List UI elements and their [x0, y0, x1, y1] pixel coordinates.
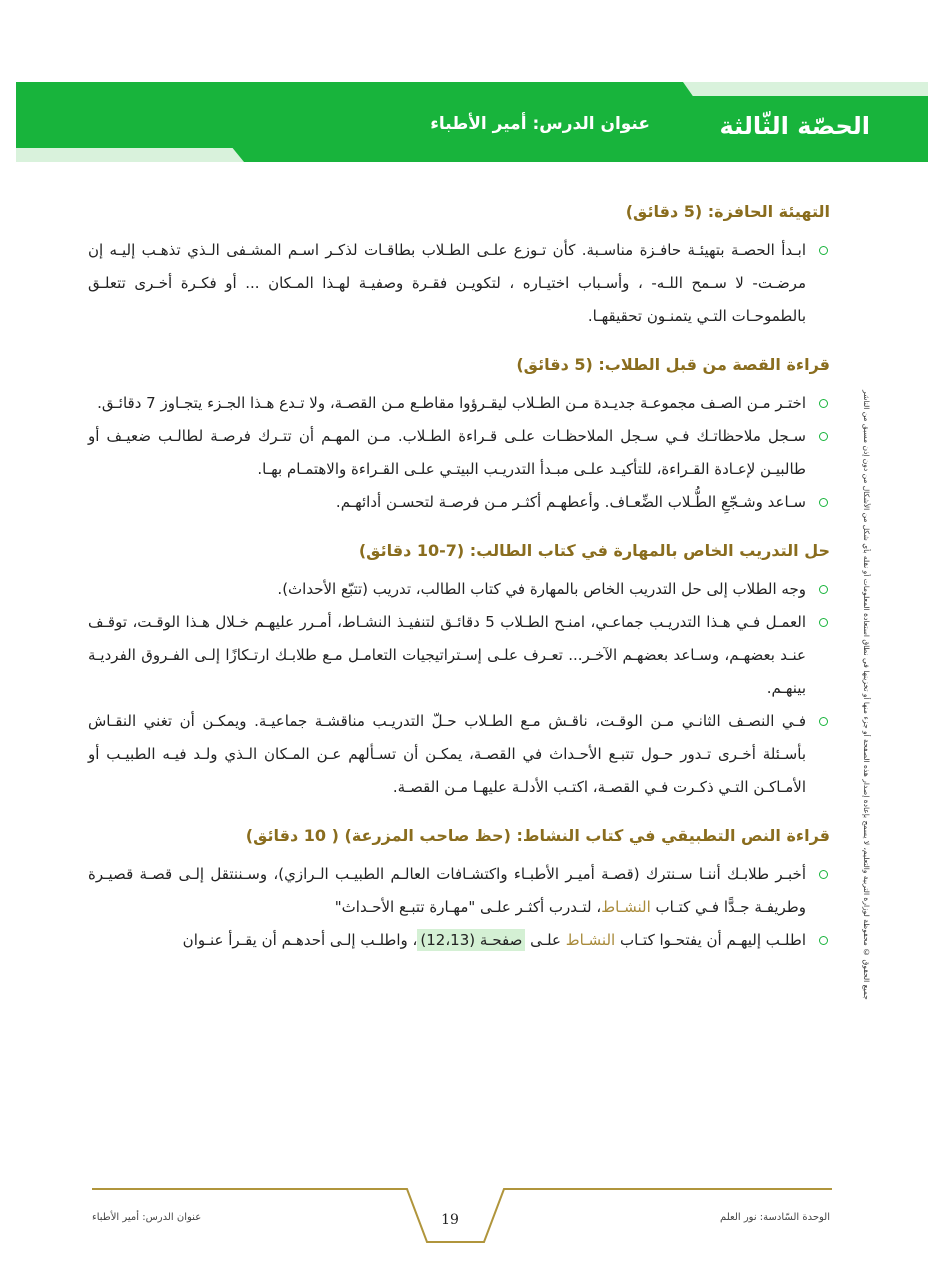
header-tab-decoration-bottom [16, 148, 244, 162]
header-tab-decoration-top [683, 82, 928, 96]
list-item [88, 234, 830, 333]
section-skill-exercise [88, 539, 830, 804]
lesson-title: عنوان الدرس: أمير الأطباء [430, 114, 650, 134]
section-duration: (حظ صاحب المزرعة) ( 10 دقائق) [245, 826, 511, 845]
list-item-text: ، لتـدرب أكثـر علـى "مهـارة تتبـع الأحـداث" [334, 898, 602, 916]
section-duration: (7-10 دقائق) [358, 541, 465, 560]
bullet-circle-icon [819, 432, 828, 441]
section-title [88, 353, 830, 377]
page-reference-highlight: صفحـة (12،13) [417, 929, 525, 951]
list-item [88, 606, 830, 705]
lesson-label: الحصّة الثّالثة [719, 112, 870, 140]
activity-book-highlight: النشـاط [601, 898, 651, 916]
bullet-circle-icon [819, 870, 828, 879]
list-item [88, 858, 830, 924]
section-motivation [88, 200, 830, 333]
list-item-text: سـاعد وشـجّعِ الطُّـلاب الضِّعـاف. وأعطهـم أكثـر مـن فرصـة لتحسـن أدائهـم. [335, 493, 806, 511]
list-item-text: وجه الطلاب إلى حل التدريب الخاص بالمهارة في كتاب الطالب، تدريب (تتبّع الأحداث). [277, 580, 806, 598]
list-item-text: فـي النصـف الثانـي مـن الوقـت، ناقـش مـع الطـلاب حـلّ التدريـب مناقشـة جماعيـة. ويمكـن أن تغني النقـاش بأسـئلة أخـرى تـدور حـول تتبـع الأحـداث في القصـة، يمكـن أن تسـألهم عـن المـكان الـذي ولـد فيـه الطبيـب أو الأمـاكـن التـي ذكـرت فـي القصـة، اكتـب الأدلـة عليهـا مـن القصـة. [88, 712, 806, 796]
bullet-circle-icon [819, 498, 828, 507]
section-title-text: حل التدريب الخاص بالمهارة في كتاب الطالب: [469, 541, 830, 560]
list-item [88, 924, 830, 957]
list-item-text: ، واطلـب إلـى أحدهـم أن يقـرأ عنـوان [182, 931, 418, 949]
section-title-text: قراءة القصة من قبل الطلاب: [598, 355, 830, 374]
section-title [88, 824, 830, 848]
list-item [88, 387, 830, 420]
list-item-text: علـى [525, 931, 566, 949]
bullet-circle-icon [819, 618, 828, 627]
bullet-circle-icon [819, 717, 828, 726]
list-item [88, 705, 830, 804]
section-title [88, 539, 830, 563]
list-item [88, 486, 830, 519]
footer-unit-title: الوحدة السّادسة: نور العلم [720, 1212, 830, 1223]
list-item-text: أخبـر طلابـك أننـا سـنترك (قصـة أميـر الأطبـاء واكتشـافات العالـم الطبيـب الـرازي)، وسـننتقل إلـى قصـة قصيـرة وطريفـة جـدًّا فـي كتـاب [88, 865, 806, 916]
section-applied-text [88, 824, 830, 957]
section-duration: (5 دقائق) [516, 355, 593, 374]
bullet-circle-icon [819, 399, 828, 408]
bullet-circle-icon [819, 585, 828, 594]
list-item-text: سـجل ملاحظاتـك فـي سـجل الملاحظـات علـى قـراءة الطـلاب. مـن المهـم أن تتـرك فرصـة لطالـب ضعيـف أو طالبيـن لإعـادة القـراءة، للتأكيـد علـى مبـدأ التدريـب البيتـي علـى القـراءة والاهتمـام بهـا. [88, 427, 806, 478]
list-item [88, 573, 830, 606]
section-title [88, 200, 830, 224]
section-duration: (5 دقائق) [625, 202, 703, 221]
lesson-header-band [16, 82, 928, 162]
list-item-text: اطلـب إليهـم أن يفتحـوا كتـاب [615, 931, 806, 949]
list-item-text: ابـدأ الحصـة بتهيئـة حافـزة مناسـبة. كأن تـوزع علـى الطـلاب بطاقـات لذكـر اسـم المشـفى الـذي تذهـب إليـه إن مرضـت- لا سـمح اللـه- ، وأسـباب اختيـاره ، لتكويـن فقـرة وصفيـة لهـذا المـكان ... أو فكـرة أخـرى تتعلـق بالطموحـات التـي يتمنـون تحقيقهـا. [88, 241, 806, 325]
section-title-text: قراءة النص التطبيقي في كتاب النشاط: [516, 826, 830, 845]
list-item-text: العمـل فـي هـذا التدريـب جماعـي، امنـح الطـلاب 5 دقائـق لتنفيـذ النشـاط، أمـرر عليهـم خـلال هـذا الوقـت، توقـف عنـد بعضهـم، وسـاعد بعضهـم الآخـر... تعـرف علـى إسـتراتيجيات التعامـل مـع طلابـك ارتـكازًا إلـى الفـروق الفرديـة بينهـم. [88, 613, 806, 697]
copyright-side-note: جميع الحقوق © محفوظة لوزارة التربية والتعليم، لا يسمح بإعادة إصدار هذه الصفحة أو جزء منها أو تخزينها في نطاق استعادة المعلومات أو نقله بأي شكل من الأشكال من دون إذن مسبق من الناشر [862, 390, 871, 1000]
footer-lesson-title: عنوان الدرس: أمير الأطباء [92, 1212, 202, 1223]
lesson-content [88, 200, 830, 977]
activity-book-highlight: النشـاط [565, 931, 616, 949]
bullet-circle-icon [819, 936, 828, 945]
page-number: 19 [441, 1212, 459, 1228]
list-item [88, 420, 830, 486]
list-item-text: اختـر مـن الصـف مجموعـة جديـدة مـن الطـلاب ليقـرؤوا مقاطـع مـن القصـة، ولا تـدع هـذا الجـزء يتجـاوز 7 دقائـق. [97, 394, 806, 412]
bullet-circle-icon [819, 246, 828, 255]
section-story-reading [88, 353, 830, 519]
section-title-text: التهيئة الحافزة: [707, 202, 830, 221]
